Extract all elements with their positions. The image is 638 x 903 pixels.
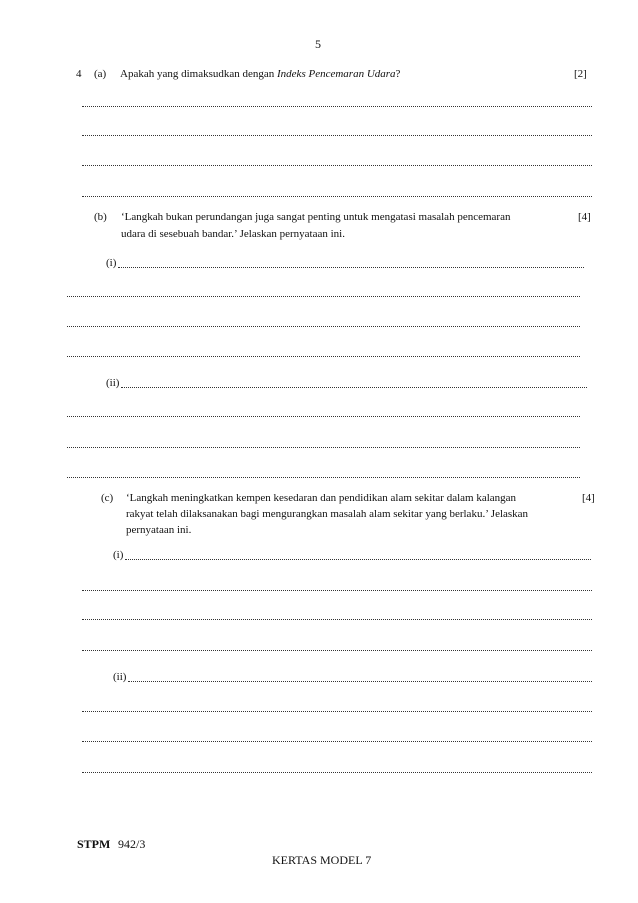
answer-line[interactable] [67, 416, 580, 417]
footer-exam: STPM [77, 837, 111, 851]
footer-code: 942/3 [118, 837, 146, 851]
answer-line[interactable] [82, 711, 592, 712]
answer-line[interactable] [82, 196, 592, 197]
answer-line[interactable] [67, 356, 580, 357]
answer-line[interactable] [82, 135, 592, 136]
answer-line[interactable] [128, 681, 592, 682]
answer-line[interactable] [118, 267, 584, 268]
answer-line[interactable] [67, 477, 580, 478]
part-c-line1: ‘Langkah meningkatkan kempen kesedaran dan pendidikan alam sekitar dalam kalangan [126, 492, 517, 504]
part-b-sub-ii-label: (ii) [106, 377, 120, 389]
part-c-sub-i-label: (i) [113, 549, 124, 561]
part-c-line3: pernyataan ini. [126, 524, 192, 536]
part-c-label: (c) [101, 492, 114, 504]
part-a-label: (a) [94, 68, 107, 80]
answer-line[interactable] [67, 326, 580, 327]
part-b-sub-i-label: (i) [106, 257, 117, 269]
answer-line[interactable] [82, 741, 592, 742]
answer-line[interactable] [67, 447, 580, 448]
answer-line[interactable] [82, 772, 592, 773]
part-a-text-after: ? [395, 68, 401, 80]
answer-line[interactable] [82, 650, 592, 651]
part-a-question [120, 68, 400, 80]
answer-line[interactable] [125, 559, 591, 560]
page-number: 5 [315, 37, 321, 51]
answer-line[interactable] [121, 387, 587, 388]
part-c-marks: [4] [582, 492, 595, 504]
part-a-marks: [2] [574, 68, 587, 80]
footer-paper: KERTAS MODEL 7 [272, 853, 372, 867]
answer-line[interactable] [67, 296, 580, 297]
answer-line[interactable] [82, 106, 592, 107]
part-c-sub-ii-label: (ii) [113, 671, 127, 683]
part-c-line2: rakyat telah dilaksanakan bagi mengurangkan masalah alam sekitar yang berlaku.’ Jelaskan [126, 508, 529, 520]
answer-line[interactable] [82, 590, 592, 591]
part-b-label: (b) [94, 211, 107, 223]
question-number: 4 [76, 68, 82, 80]
part-a-term: Indeks Pencemaran Udara [277, 68, 396, 80]
part-b-marks: [4] [578, 211, 591, 223]
part-a-text-before: Apakah yang dimaksudkan dengan [120, 68, 278, 80]
answer-line[interactable] [82, 165, 592, 166]
part-b-line2: udara di sesebuah bandar.’ Jelaskan pernyataan ini. [121, 228, 345, 240]
part-b-line1: ‘Langkah bukan perundangan juga sangat penting untuk mengatasi masalah pencemaran [121, 211, 511, 223]
answer-line[interactable] [82, 619, 592, 620]
